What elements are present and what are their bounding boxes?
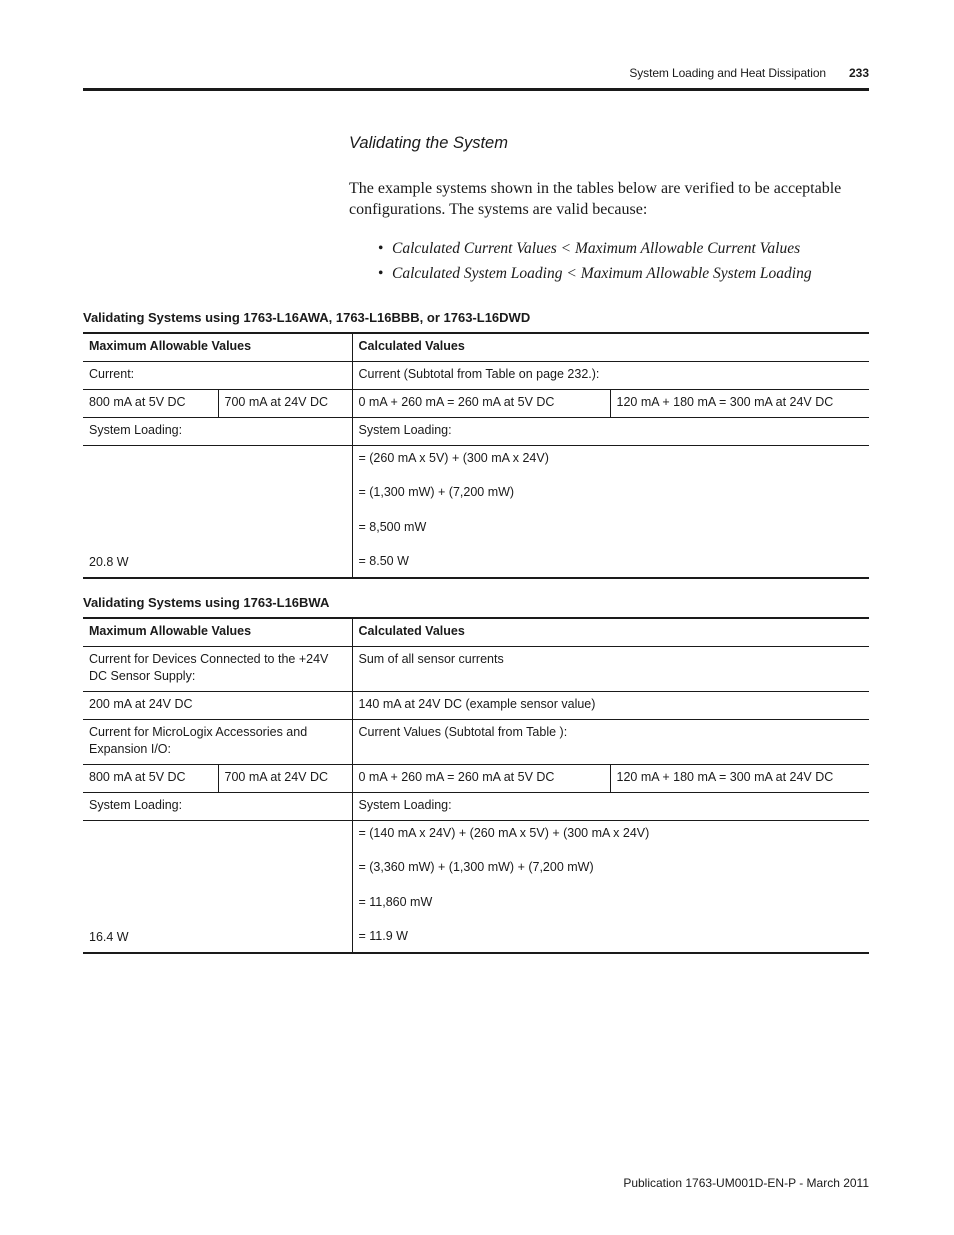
calc-line: = (140 mA x 24V) + (260 mA x 5V) + (300 mA x 24V) xyxy=(358,826,650,840)
table-row xyxy=(83,446,869,578)
running-header-title: System Loading and Heat Dissipation xyxy=(629,66,826,80)
table-row xyxy=(83,390,869,418)
table2-loading-calc xyxy=(352,821,869,953)
table-row xyxy=(83,362,869,390)
table2-calc-5v: 0 mA + 260 mA = 260 mA at 5V DC xyxy=(352,765,610,793)
table1-col-max: Maximum Allowable Values xyxy=(83,333,352,362)
table-row xyxy=(83,692,869,720)
table1-loading-label: System Loading: xyxy=(83,418,352,446)
calc-line: = 11.9 W xyxy=(358,928,408,943)
table2-accessory-calc-label: Current Values (Subtotal from Table ): xyxy=(352,720,869,765)
table2-header-row xyxy=(83,618,869,647)
bullet-loading: • Calculated System Loading < Maximum Allowable System Loading xyxy=(378,265,812,290)
table2-sensor-label: Current for Devices Connected to the +24V DC Sensor Supply: xyxy=(83,647,352,692)
table1-current-label: Current: xyxy=(83,362,352,390)
validity-bullet-list xyxy=(378,240,812,290)
table-row xyxy=(83,647,869,692)
table1-col-calc: Calculated Values xyxy=(352,333,869,362)
table1 xyxy=(83,332,869,579)
intro-paragraph: The example systems shown in the tables below are verified to be acceptable configurations. The systems are valid because: xyxy=(349,180,842,218)
table1-max-5v: 800 mA at 5V DC xyxy=(83,390,218,418)
table2-col-calc: Calculated Values xyxy=(352,618,869,647)
table1-loading-max: 20.8 W xyxy=(83,446,352,578)
section-subheading: Validating the System xyxy=(349,134,508,152)
table2-max-24v: 700 mA at 24V DC xyxy=(218,765,352,793)
table2-caption: Validating Systems using 1763-L16BWA xyxy=(83,595,330,610)
calc-line: = (1,300 mW) + (7,200 mW) xyxy=(358,485,515,500)
table1-caption: Validating Systems using 1763-L16AWA, 1763-L16BBB, or 1763-L16DWD xyxy=(83,310,531,325)
table-row xyxy=(83,720,869,765)
table-row xyxy=(83,418,869,446)
header-rule xyxy=(83,88,869,91)
bullet-current: • Calculated Current Values < Maximum Allowable Current Values xyxy=(378,240,812,265)
table2-loading-max: 16.4 W xyxy=(83,821,352,953)
calc-line: = 11,860 mW xyxy=(358,894,433,909)
calc-line: = 8,500 mW xyxy=(358,519,427,534)
table-row xyxy=(83,821,869,953)
table2-calc-24v: 120 mA + 180 mA = 300 mA at 24V DC xyxy=(610,765,869,793)
table-row xyxy=(83,765,869,793)
table-row xyxy=(83,793,869,821)
table1-calc-5v: 0 mA + 260 mA = 260 mA at 5V DC xyxy=(352,390,610,418)
table1-max-24v: 700 mA at 24V DC xyxy=(218,390,352,418)
table2-sensor-max: 200 mA at 24V DC xyxy=(83,692,352,720)
table2-col-max: Maximum Allowable Values xyxy=(83,618,352,647)
table1-loading-calc-label: System Loading: xyxy=(352,418,869,446)
calc-line: = 8.50 W xyxy=(358,553,409,568)
table2-max-5v: 800 mA at 5V DC xyxy=(83,765,218,793)
table2 xyxy=(83,617,869,954)
table2-loading-label: System Loading: xyxy=(83,793,352,821)
table2-loading-calc-label: System Loading: xyxy=(352,793,869,821)
table1-header-row xyxy=(83,333,869,362)
page-number: 233 xyxy=(848,66,869,80)
table1-loading-calc xyxy=(352,446,869,578)
table2-accessory-label: Current for MicroLogix Accessories and Expansion I/O: xyxy=(83,720,352,765)
calc-line: = (3,360 mW) + (1,300 mW) + (7,200 mW) xyxy=(358,860,594,875)
table1-calc-24v: 120 mA + 180 mA = 300 mA at 24V DC xyxy=(610,390,869,418)
table1-current-calc-label: Current (Subtotal from Table on page 232.): xyxy=(352,362,869,390)
calc-line: = (260 mA x 5V) + (300 mA x 24V) xyxy=(358,451,549,465)
table2-sensor-calc-label: Sum of all sensor currents xyxy=(352,647,869,692)
publication-footer: Publication 1763-UM001D-EN-P - March 2011 xyxy=(623,1176,869,1190)
table2-sensor-calc: 140 mA at 24V DC (example sensor value) xyxy=(352,692,869,720)
